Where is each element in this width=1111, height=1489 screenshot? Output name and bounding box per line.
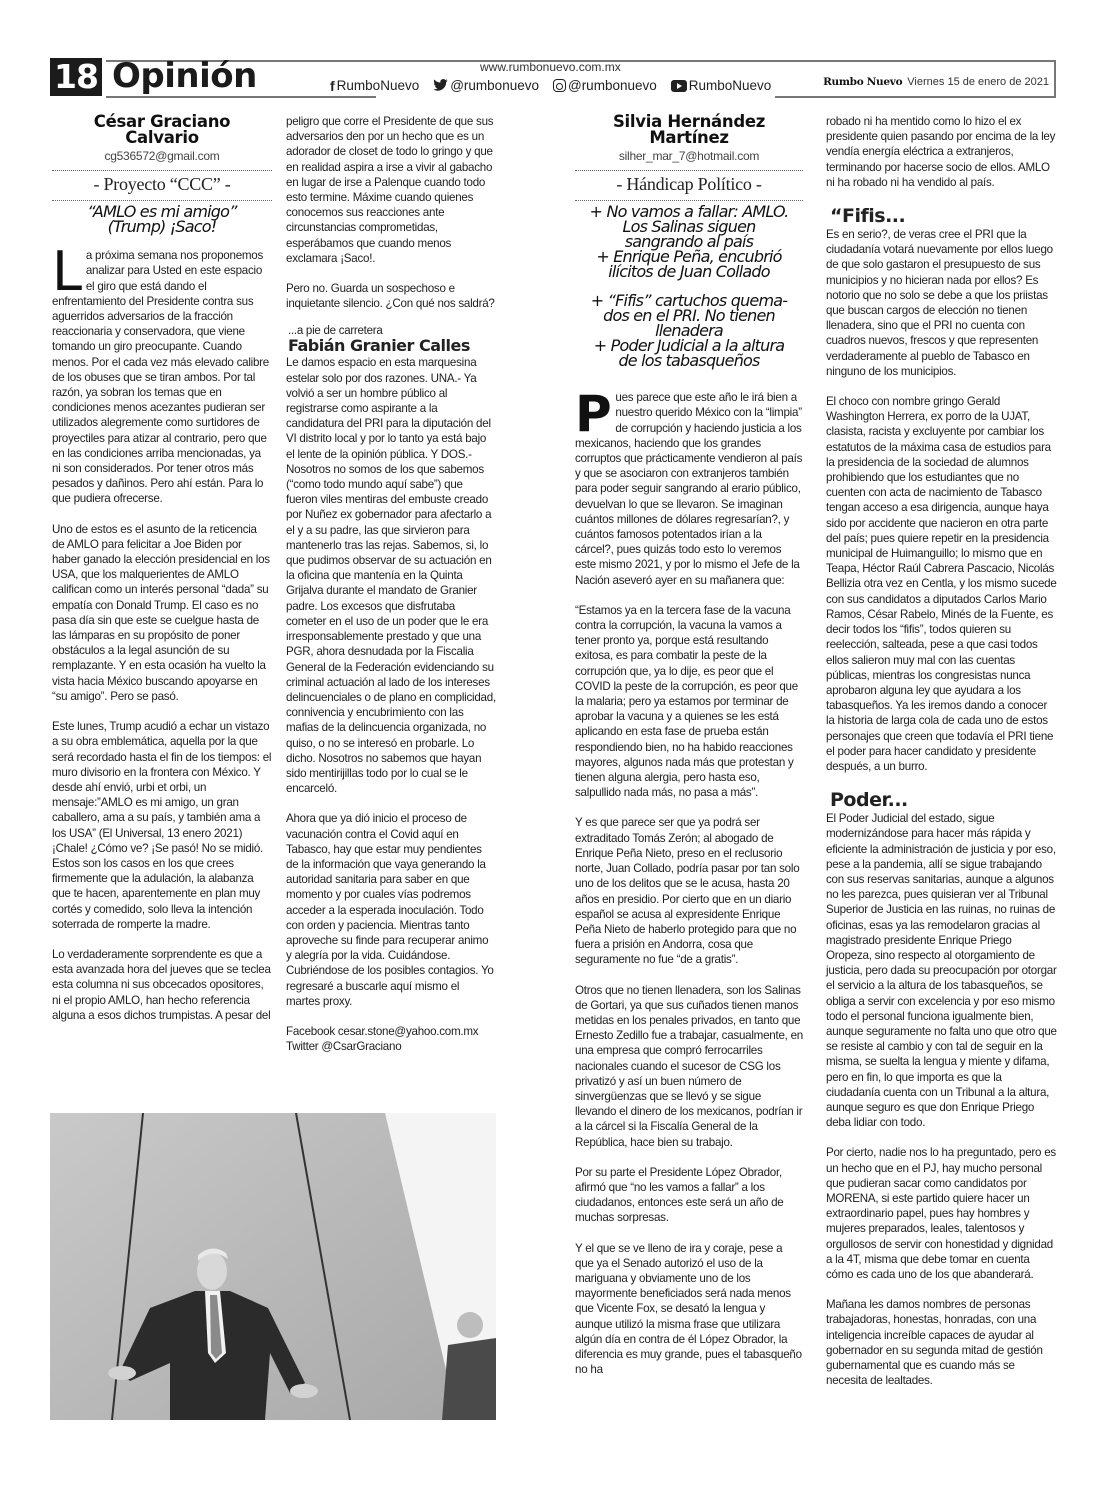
article-paragraph: Por cierto, nadie nos lo ha preguntado, pero es un hecho que en el PJ, hay mucho personal que pudieran sacar como candidatos por MORENA, si este partido quiere hacer un extraordinario papel, pues hay hombres y mujeres preparados, leales, talentosos y orgullosos de servir con honestidad y dignidad a la 4T, misma que debe tomar en cuenta cómo es cada uno de los que abanderará. — [826, 1146, 1056, 1282]
article-paragraph: Lo verdaderamente sorprendente es que a esta avanzada hora del jueves que se teclea esta columna ni sus obcecados opositores, ni el propio AMLO, han hecho referencia alguna a esos dichos trumpistas. A pesar del — [52, 947, 271, 1022]
column-name: - Hándicap Político - — [616, 174, 762, 195]
article-paragraph: El choco con nombre gringo Gerald Washington Herrera, ex porro de la UJAT, clasista, racista y excluyente por cambiar los estatutos de la máxima casa de estudios para la presidencia de la sociedad de alumnos prohibiendo que los estudiantes que no cuenten con acta de nacimiento de Tabasco tengan acceso a esa dirigencia, aunque haya sido por accidente que nacieron en otra parte del país; pues quiere repetir en la presidencia municipal de Huimanguillo; lo mismo que en Teapa, Héctor Raúl Cabrera Pascacio, Nicolás Bellizia otra vez en Centla, y los mismo sucede con sus candidatos a diputados Carlos Mario Ramos, César Rabelo, Minés de la Fuente, es decir todos los “fifis”, todos quieren su reelección, salteada, pese a que casi todos ellos salieron muy mal con las cuentas públicas, mientras los congresistas nunca aprobaron alguna ley que ayudara a los tabasqueños. Ya les iremos dando a conocer la historia de larga cola de cada uno de estos personajes que creen que todavía el PRI tiene el poder para hacer candidato y presidente después, a un burro. — [826, 395, 1057, 773]
social-handle: @rumbonuevo — [567, 78, 657, 93]
author-email[interactable]: silher_mar_7@hotmail.com — [618, 149, 760, 163]
article-paragraph: El Poder Judicial del estado, sigue modernizándose para hacer más rápida y eficiente la administración de justicia y por eso, pese a la pandemia, allí se sigue trabajando con sus reservas sanitarias, aunque a algunos no les parezca, pues quisieran ver al Tribunal Superior de Justicia en las ruinas, no ruinas de oficinas, esas ya las remodelaron gracias al magistrado presidente Enrique Priego Oropeza, sino respecto al otorgamiento de justicia, pero dada su preocupación por otorgar el servicio a la altura de los tabasqueños, se obliga a servir con excelencia y por eso mismo todo el personal funciona igualmente bien, aunque seguramente no falta uno que otro que se resiste al cambio y con tal de seguir en la misma, se suelta la lengua y miente y difama, pero en fin, lo que importa es que la ciudadanía cuenta con un Tribunal a la altura, aunque seguro es que don Enrique Priego deba lidiar con todo. — [826, 812, 1057, 1130]
article-paragraph — [52, 240, 272, 506]
headline-line: + Poder Judicial a la altura — [593, 336, 785, 356]
headline-line: “AMLO es mi amigo” — [87, 202, 237, 222]
header-rule — [1054, 60, 1056, 98]
article-2-column-1 — [575, 114, 803, 1392]
author-name-line: César Graciano — [93, 112, 231, 131]
social-youtube[interactable] — [671, 78, 772, 93]
section-subhead: Fabián Granier Calles — [288, 336, 470, 356]
instagram-icon — [553, 79, 566, 92]
headline-line: dos en el PRI. No tienen — [603, 306, 775, 326]
page-number: 18 — [50, 58, 102, 96]
social-handle: RumboNuevo — [336, 78, 420, 93]
article-paragraph: Uno de estos es el asunto de la reticencia de AMLO para felicitar a Joe Biden por haber ganado la elección presidencial en los USA, que los malquerientes de AMLO califican como un interés personal “dada” su empatía con Donald Trump. El caso es no pasa día sin que este se cuelgue hasta de las lámparas en su propósito de poner obstáculos a la legal asunción de su remplazante. Y en esta ocasión ha vuelto la vista hacia México buscando apoyarse en “su amigo”. Pero se pasó. — [52, 522, 270, 703]
paragraph-text: ues parece que este año le irá bien a nuestro querido México con la “limpia” de corrupción y haciendo justicia a los mexicanos, haciendo que los grandes corruptos que prácticamente vendieron al país y que se asociaron con extranjeros también para poder seguir sangrando al erario público, devuelvan lo que se llevaron. Se imaginan cuántos millones de dólares regresarían?, y cuántos famosos potentados irían a la cárcel?, pues quizás todo esto lo veremos este mismo 2021, y por lo mismo el Jefe de la Nación aseveró ayer en su mañanera que: — [575, 391, 803, 587]
social-links — [330, 78, 771, 93]
author-email[interactable]: cg536572@gmail.com — [104, 149, 220, 163]
divider — [575, 200, 803, 201]
headline-line: + “Fifis” cartuchos quema- — [590, 291, 788, 311]
article-headlines — [575, 202, 803, 371]
headline-line: llenadera — [655, 321, 723, 341]
divider — [52, 170, 272, 171]
facebook-icon: f — [330, 77, 335, 94]
article-paragraph: Este lunes, Trump acudió a echar un vistazo a su obra emblemática, aquella por la que será recordado hasta el fin de los tiempos: el muro divisorio en la frontera con México. Y desde ahí envió, urbi et orbi, un mensaje:”AMLO es mi amigo, un gran caballero, ama a su país, y también ama a los USA” (El Universal, 13 enero 2021) ¡Chale! ¿Cómo ve? ¡Se pasó! No se midió. Estos son los casos en los que crees firmemente que la adulación, la alabanza que te hacen, aparentemente en plan muy cortés y comedido, solo lleva la intención soterrada de romperte la madre. — [52, 720, 272, 931]
article-paragraph: Pero no. Guarda un sospechoso e inquietante silencio. ¿Con qué nos saldrá? — [286, 282, 495, 311]
article-paragraph: Es en serio?, de veras cree el PRI que la ciudadanía votará nuevamente por ellos luego de que solo gastaron el presupuesto de sus municipios y no hicieran nada por ellos? Es notorio que no solo se debe a que los priistas que buscan cargos de elección no tienen llenadera, sino que el PRI no cuenta con cuadros nuevos, frescos y que representen verdaderamente al pueblo de Tabasco en ninguno de los municipios. — [826, 228, 1053, 378]
youtube-icon — [671, 80, 687, 92]
site-url[interactable]: www.rumbonuevo.com.mx — [480, 60, 621, 74]
brand-date — [823, 76, 1049, 88]
twitter-icon — [433, 79, 448, 93]
social-instagram[interactable] — [553, 78, 657, 93]
article-1-column-1 — [52, 114, 272, 1038]
article-paragraph: Le damos espacio en esta marquesina estelar solo por dos razones. UNA.- Ya volvió a ser un hombre público al registrarse como aspirante a la candidatura del PRI para la diputación del VI distrito local y por lo tanto ya está bajo el lente de la opinión pública. Y DOS.- Nosotros no somos de los que sabemos (“como todo mundo aquí sabe”) que fueron viles mentiras del embuste creado por Nuñez ex gobernador para afectarlo a el y a su padre, las que sirvieron para mantenerlo tras las rejas. Sabemos, si, lo que pudimos observar de su actuación en la oficina que mantenía en la Quinta Grijalva durante el mandato de Granier padre. Los excesos que disfrutaba cometer en el uso de un poder que le era irresponsablemente prestado y que una PGR, ahora desnudada por la Fiscalia General de la Federación evidenciando su criminal actuación al lado de los intereses delincuenciales o de plano en complicidad, connivencia y encubrimiento con las mafias de la delincuencia organizada, no quiso, o no se interesó en probarle. Lo dicho. Nosotros no sabemos que hayan sido mentirijillas todo por lo cual se le encarceló. — [286, 356, 496, 796]
article-photo — [50, 1113, 496, 1420]
brand-logo: Rumbo Nuevo — [823, 76, 903, 88]
divider — [52, 200, 272, 201]
article-paragraph: Mañana les damos nombres de personas trabajadoras, honestas, honradas, con una inteligencia increíble capaces de ayudar al gobernador en su segunda mitad de gestión gubernamental que es cuando más se necesita de lealtades. — [826, 1298, 1043, 1388]
article-paragraph — [575, 385, 803, 588]
article-paragraph: robado ni ha mentido como lo hizo el ex presidente quien pasando por encima de la ley vendía energía eléctrica a extranjeros, terminando por hacerse socio de ellos. AMLO ni ha robado ni ha vendido al país. — [826, 115, 1056, 189]
header-rule — [775, 96, 1055, 98]
author-name — [52, 114, 272, 146]
contact-twitter[interactable]: Twitter @CsarGraciano — [286, 1040, 402, 1054]
section-subhead: “Fifis... — [830, 205, 906, 228]
divider — [575, 170, 803, 171]
social-twitter[interactable] — [433, 78, 539, 93]
article-paragraph: Y el que se ve lleno de ira y coraje, pese a que ya el Senado autorizó el uso de la mariguana y obviamente uno de los mayormente beneficiados será nada menos que Vicente Fox, se desató la lengua y aunque utilizó la misma frase que utilizara algún día en contra de él López Obrador, la diferencia es muy grande, pues el tabasqueño no ha — [575, 1241, 802, 1377]
section-title: Opinión — [112, 56, 257, 96]
headline-line: (Trump) ¡Saco! — [107, 217, 217, 237]
author-name-line: Calvario — [125, 128, 199, 147]
article-headline — [52, 202, 272, 237]
article-1-column-2 — [286, 114, 496, 1054]
article-paragraph: peligro que corre el Presidente de que sus adversarios den por un hecho que es un adorador de closet de todo lo gringo y que en realidad aspira a irse a vivir al gabacho en lugar de irse a Palenque cuando todo esto termine. Máxime cuando quienes conocemos sus reacciones ante circunstancias comprometidas, esperábamos que cuando menos exclamara ¡Saco!. — [286, 115, 494, 265]
issue-date: Viernes 15 de enero de 2021 — [907, 76, 1049, 88]
article-paragraph: Por su parte el Presidente López Obrador, afirmó que “no les vamos a fallar” a los ciudadanos, entonces este será un año de muchas sorpresas. — [575, 1165, 784, 1225]
social-facebook[interactable] — [330, 78, 419, 93]
social-handle: RumboNuevo — [688, 78, 772, 93]
article-2-column-2 — [826, 114, 1058, 1403]
masthead — [50, 56, 1055, 100]
headline-line: + No vamos a fallar: AMLO. — [589, 202, 789, 222]
headline-line: Los Salinas siguen — [622, 217, 756, 237]
photo-illustration — [50, 1113, 496, 1420]
header-rule — [882, 60, 1056, 62]
headline-line: de los tabasqueños — [618, 351, 760, 371]
section-subhead: Poder... — [830, 789, 908, 812]
contact-facebook[interactable]: Facebook cesar.stone@yahoo.com.mx — [286, 1024, 479, 1038]
headline-line: ilícitos de Juan Collado — [608, 262, 770, 282]
social-handle: @rumbonuevo — [450, 78, 539, 93]
article-paragraph: Ahora que ya dió inicio el proceso de vacunación contra el Covid aquí en Tabasco, hay que estar muy pendientes de la información que vaya generando la autoridad sanitaria para saber en que momento y por cuales vías podremos acceder a la esperada inoculación. Todo con orden y paciencia. Mientras tanto aproveche su finde para recuperar animo y alegría por la vida. Cuidándose. Cubriéndose de los posibles contagios. Yo regresaré a buscarle aquí mismo el martes proxy. — [286, 812, 494, 1008]
headline-line: + Enrique Peña, encubrió — [596, 247, 782, 267]
section-kicker: ...a pie de carretera — [288, 325, 383, 338]
article-paragraph: “Estamos ya en la tercera fase de la vacuna contra la corrupción, la vacuna la vamos a tener pronto ya, porque está resultando exitosa, es para combatir la peste de la corrupción que, ya lo dije, es peor que el COVID la peste de la corrupción, es peor que la malaria; pero ya estamos por terminar de aprobar la vacuna y a quienes se les está aplicando en esta fase de prueba están respondiendo bien, no ha habido reacciones mayores, algunos nada más que protestan y tienen alguna alergia, pero hasta eso, salpullido nada más, no pasa a más”. — [575, 603, 798, 800]
author-name-line: Martínez — [649, 128, 729, 147]
headline-line: sangrando al país — [624, 232, 754, 252]
author-name — [575, 114, 803, 146]
drop-cap: P — [575, 385, 612, 444]
paragraph-text: a próxima semana nos proponemos analizar para Usted en este espacio el giro que está dando el enfrentamiento del Presidente contra sus aguerridos adversarios de la fracción reaccionaria y conservadora, que viene tomando un giro preocupante. Cuando menos. Por el cada vez más elevado calibre de los obuses que se tiran ambos. Por tal razón, ya sobran los temas que en condiciones menos acezantes pudieran ser utilizados alegremente como surtidores de proyectiles para atizar al contrario, pero que en las condiciones arriba mencionadas, ya ni son considerados. Por tener otros más pesados y dañinos. Pero ahí están. Para lo que pudiera ofrecerse. — [52, 249, 269, 506]
article-paragraph: Y es que parece ser que ya podrá ser extraditado Tomás Zerón; al abogado de Enrique Peña Nieto, preso en el reclusorio norte, Juan Collado, podría pasar por tan solo uno de los delitos que se le acusa, hasta 20 años en presidio. Por cierto que en un diario español se acusa al expresidente Enrique Peña Nieto de haberlo protegido para que no fuera a prisión en Andorra, cosa que seguramente no fue “de a gratis”. — [575, 816, 800, 967]
column-name: - Proyecto “CCC” - — [93, 174, 231, 195]
author-name-line: Silvia Hernández — [612, 112, 766, 131]
drop-cap: L — [52, 240, 82, 304]
article-paragraph: Otros que no tienen llenadera, son los Salinas de Gortari, ya que sus cuñados tienen manos metidas en los penales privados, en tanto que Ernesto Zedillo fue a trabajar, casualmente, en una empresa que compró ferrocarriles nacionales cuando el sucesor de CSG los privatizó y así un buen número de sinvergüenzas que se llevó y se sigue llevando el dinero de los mexicanos, podrían ir a la cárcel si la Fiscalía General de la República, hace bien su trabajo. — [575, 983, 803, 1149]
